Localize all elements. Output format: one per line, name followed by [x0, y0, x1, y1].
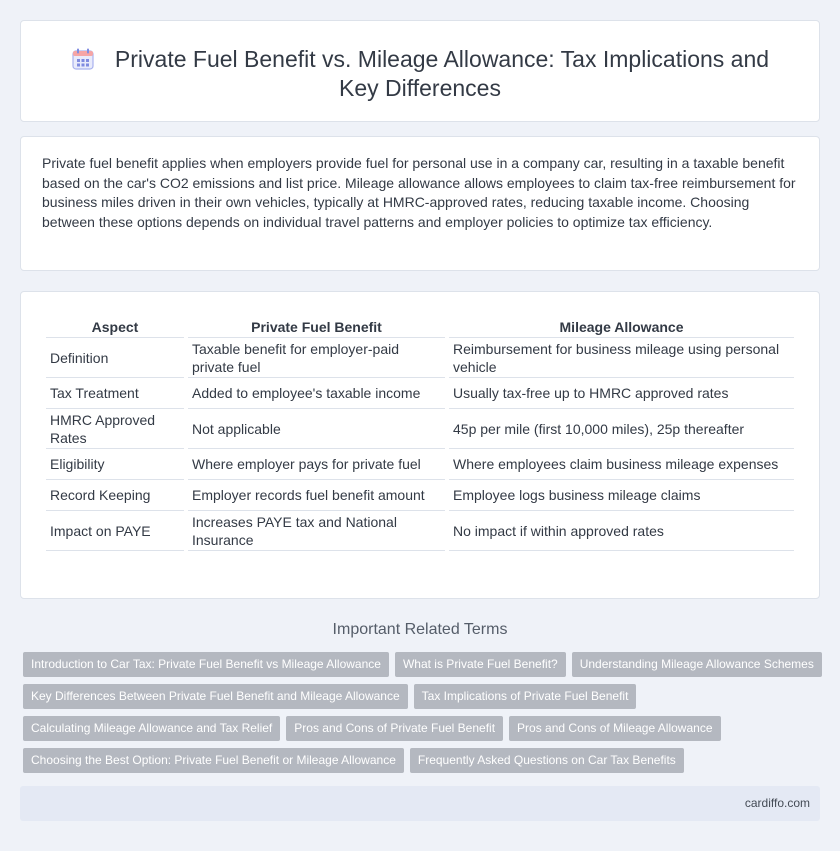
table-cell-private-fuel: Not applicable — [188, 409, 445, 449]
header-card — [20, 20, 820, 122]
related-term-tag[interactable]: Pros and Cons of Private Fuel Benefit — [286, 716, 503, 741]
table-row — [46, 511, 794, 551]
table-cell-aspect: Tax Treatment — [46, 378, 184, 409]
intro-card — [20, 136, 820, 271]
table-cell-mileage: Where employees claim business mileage expenses — [449, 449, 794, 480]
table-cell-mileage: Usually tax-free up to HMRC approved rates — [449, 378, 794, 409]
table-row — [46, 480, 794, 511]
table-cell-mileage: Reimbursement for business mileage using personal vehicle — [449, 338, 794, 378]
table-cell-aspect: Record Keeping — [46, 480, 184, 511]
table-cell-private-fuel: Where employer pays for private fuel — [188, 449, 445, 480]
column-header-aspect: Aspect — [46, 314, 184, 338]
tag-row — [23, 716, 823, 748]
related-term-tag[interactable]: Understanding Mileage Allowance Schemes — [572, 652, 822, 677]
related-term-tag[interactable]: Tax Implications of Private Fuel Benefit — [414, 684, 637, 709]
table-cell-aspect: Eligibility — [46, 449, 184, 480]
table-row — [46, 449, 794, 480]
related-terms-tags — [23, 652, 823, 780]
table-cell-aspect: Impact on PAYE — [46, 511, 184, 551]
page-title: Private Fuel Benefit vs. Mileage Allowance: Tax Implications and Key Differences — [114, 46, 770, 101]
related-term-tag[interactable]: Key Differences Between Private Fuel Benefit and Mileage Allowance — [23, 684, 408, 709]
tag-row — [23, 652, 823, 684]
calendar-icon — [71, 48, 95, 70]
table-row — [46, 378, 794, 409]
table-cell-private-fuel: Taxable benefit for employer-paid private fuel — [188, 338, 445, 378]
intro-paragraph: Private fuel benefit applies when employers provide fuel for personal use in a company car, resulting in a taxable benefit based on the car's CO2 emissions and list price. Mileage allowance allows employees to claim tax-free reimbursement for business miles driven in their own vehicles, typically at HMRC-approved rates, reducing taxable income. Choosing between these options depends on individual travel patterns and employer policies to optimize tax efficiency. — [42, 155, 796, 230]
table-cell-mileage: No impact if within approved rates — [449, 511, 794, 551]
related-term-tag[interactable]: Introduction to Car Tax: Private Fuel Benefit vs Mileage Allowance — [23, 652, 389, 677]
comparison-table-card — [20, 291, 820, 599]
tag-row — [23, 684, 823, 716]
table-cell-private-fuel: Increases PAYE tax and National Insurance — [188, 511, 445, 551]
table-cell-mileage: Employee logs business mileage claims — [449, 480, 794, 511]
column-header-private-fuel-benefit: Private Fuel Benefit — [188, 314, 445, 338]
table-cell-aspect: Definition — [46, 338, 184, 378]
table-row — [46, 338, 794, 378]
table-cell-private-fuel: Employer records fuel benefit amount — [188, 480, 445, 511]
related-term-tag[interactable]: Pros and Cons of Mileage Allowance — [509, 716, 720, 741]
footer-site-link[interactable]: cardiffo.com — [744, 796, 810, 810]
footer-bar — [20, 786, 820, 821]
tag-row — [23, 748, 823, 780]
related-term-tag[interactable]: Frequently Asked Questions on Car Tax Benefits — [410, 748, 684, 773]
column-header-mileage-allowance: Mileage Allowance — [449, 314, 794, 338]
related-term-tag[interactable]: Calculating Mileage Allowance and Tax Relief — [23, 716, 280, 741]
related-term-tag[interactable]: Choosing the Best Option: Private Fuel Benefit or Mileage Allowance — [23, 748, 404, 773]
related-term-tag[interactable]: What is Private Fuel Benefit? — [395, 652, 566, 677]
page-title-container — [21, 45, 819, 103]
table-header-row — [46, 314, 794, 338]
table-cell-mileage: 45p per mile (first 10,000 miles), 25p thereafter — [449, 409, 794, 449]
table-row — [46, 409, 794, 449]
table-cell-private-fuel: Added to employee's taxable income — [188, 378, 445, 409]
table-cell-aspect: HMRC Approved Rates — [46, 409, 184, 449]
related-terms-heading: Important Related Terms — [332, 621, 508, 638]
comparison-table — [42, 314, 798, 551]
